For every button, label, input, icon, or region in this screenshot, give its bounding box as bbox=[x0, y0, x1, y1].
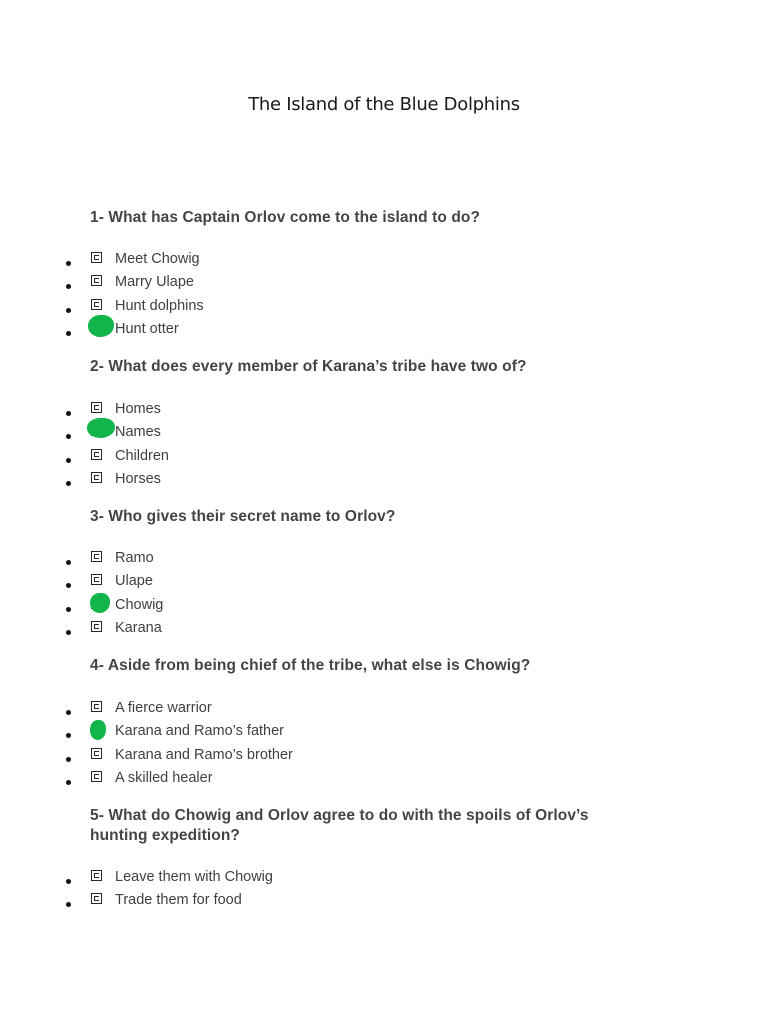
option-label: Marry Ulape bbox=[115, 274, 194, 291]
bullet-icon bbox=[66, 902, 71, 907]
checkbox-icon[interactable] bbox=[91, 449, 102, 460]
checkbox-icon[interactable] bbox=[91, 771, 102, 782]
checkbox-icon[interactable] bbox=[91, 551, 102, 562]
checkbox-icon[interactable] bbox=[91, 299, 102, 310]
option-label: Ulape bbox=[115, 573, 153, 590]
checkbox-icon[interactable] bbox=[91, 472, 102, 483]
bullet-icon bbox=[66, 879, 71, 884]
checkbox-icon[interactable] bbox=[91, 621, 102, 632]
option-label: Karana bbox=[115, 619, 162, 636]
checkbox-icon[interactable] bbox=[91, 252, 102, 263]
bullet-icon bbox=[66, 583, 71, 588]
option-label: A fierce warrior bbox=[115, 700, 212, 716]
checkbox-icon[interactable] bbox=[91, 402, 102, 413]
option-label: Trade them for food bbox=[115, 892, 242, 909]
bullet-icon bbox=[66, 757, 71, 762]
bullet-icon bbox=[66, 710, 71, 715]
bullet-icon bbox=[66, 630, 71, 635]
option-label: Children bbox=[115, 447, 169, 464]
question-5-text: 5- What do Chowig and Orlov agree to do with the spoils of Orlov’s hunting expedition? bbox=[90, 807, 589, 844]
bullet-icon bbox=[66, 411, 71, 416]
bullet-icon bbox=[66, 560, 71, 565]
document-title: The Island of the Blue Dolphins bbox=[248, 94, 520, 115]
option-label: Karana and Ramo’s brother bbox=[115, 746, 293, 763]
bullet-icon bbox=[66, 434, 71, 439]
option-label: Ramo bbox=[115, 550, 154, 566]
question-4-text: 4- Aside from being chief of the tribe, what else is Chowig? bbox=[90, 657, 531, 674]
question-1-text: 1- What has Captain Orlov come to the island to do? bbox=[90, 209, 481, 226]
option-label: Meet Chowig bbox=[115, 251, 200, 267]
bullet-icon bbox=[66, 607, 71, 612]
bullet-icon bbox=[66, 261, 71, 266]
option-label: Karana and Ramo’s father bbox=[115, 723, 285, 740]
option-label: Homes bbox=[115, 401, 161, 417]
checkbox-icon[interactable] bbox=[91, 574, 102, 585]
checkbox-icon[interactable] bbox=[91, 893, 102, 904]
question-3-text: 3- Who gives their secret name to Orlov? bbox=[90, 508, 396, 525]
option-label: Leave them with Chowig bbox=[115, 869, 273, 885]
bullet-icon bbox=[66, 308, 71, 313]
bullet-icon bbox=[66, 780, 71, 785]
option-label: Hunt dolphins bbox=[115, 297, 204, 314]
checkbox-icon[interactable] bbox=[91, 748, 102, 759]
green-answer-mark bbox=[88, 315, 114, 337]
option-label: Chowig bbox=[115, 596, 164, 613]
green-answer-mark bbox=[87, 418, 115, 438]
option-label: Names bbox=[115, 424, 161, 441]
bullet-icon bbox=[66, 331, 71, 336]
question-2-text: 2- What does every member of Karana’s tribe have two of? bbox=[90, 358, 527, 375]
bullet-icon bbox=[66, 733, 71, 738]
option-label: Hunt otter bbox=[115, 320, 179, 337]
green-answer-mark bbox=[90, 720, 106, 740]
option-label: A skilled healer bbox=[115, 769, 213, 786]
bullet-icon bbox=[66, 481, 71, 486]
green-answer-mark bbox=[90, 593, 110, 613]
bullet-icon bbox=[66, 458, 71, 463]
checkbox-icon[interactable] bbox=[91, 701, 102, 712]
checkbox-icon[interactable] bbox=[91, 275, 102, 286]
bullet-icon bbox=[66, 284, 71, 289]
checkbox-icon[interactable] bbox=[91, 870, 102, 881]
option-label: Horses bbox=[115, 470, 161, 487]
